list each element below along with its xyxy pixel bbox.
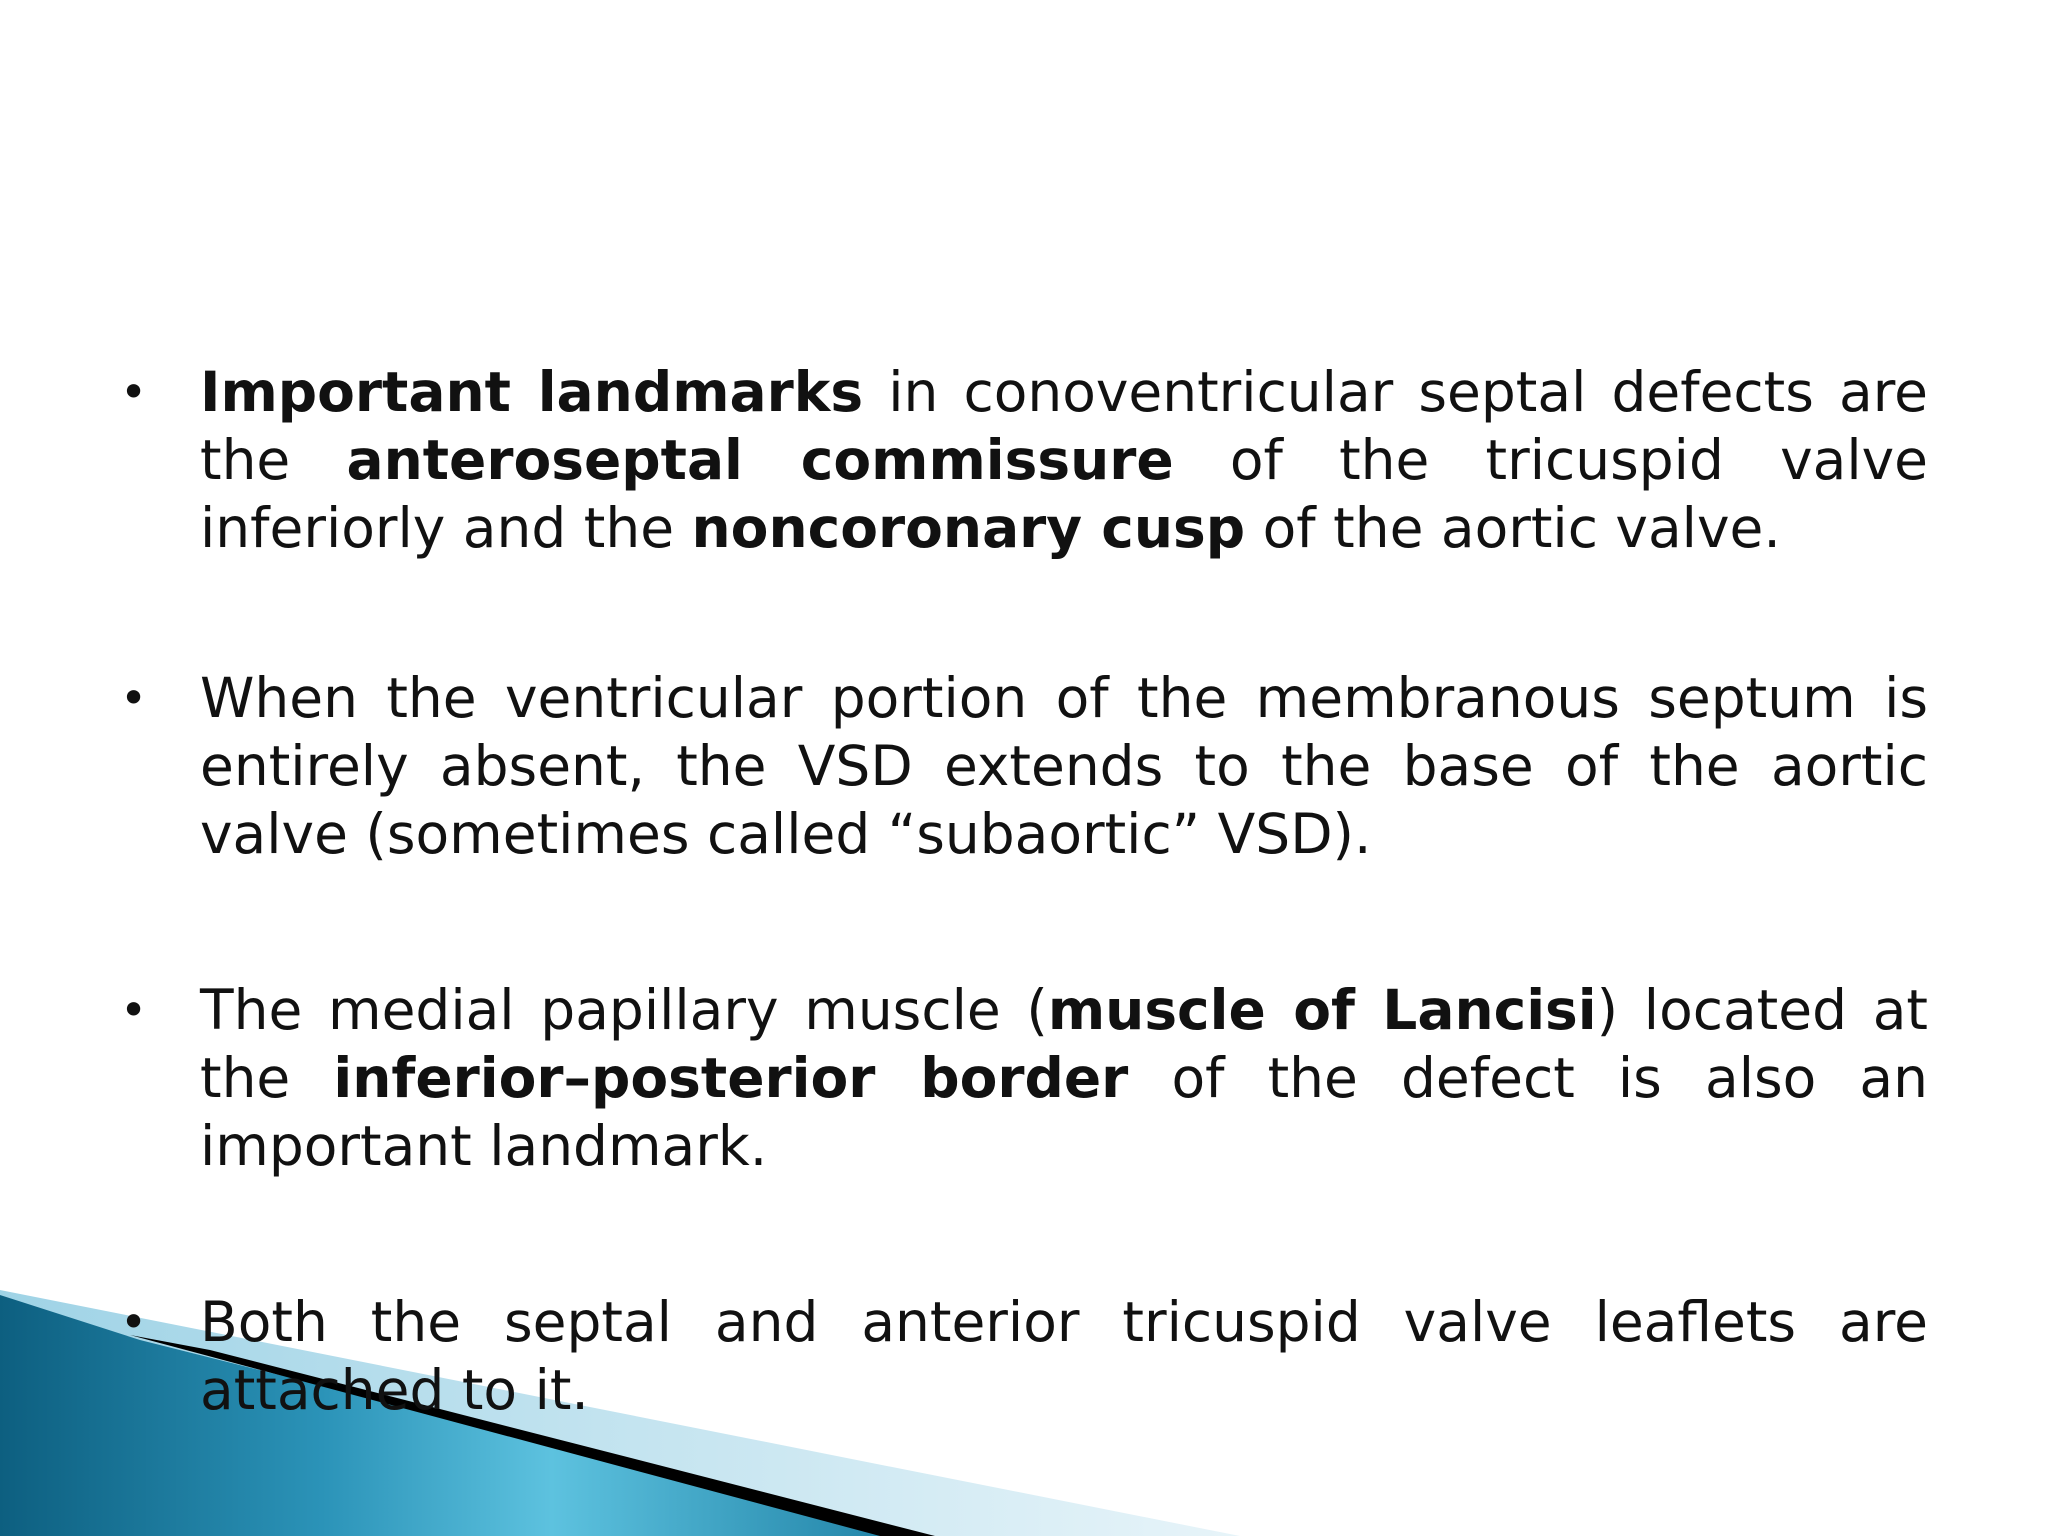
bullet-dot: • xyxy=(120,1295,148,1349)
bullet-text xyxy=(200,1290,1928,1422)
bullet-dot: • xyxy=(120,671,148,725)
bullet-list xyxy=(118,358,1928,1424)
bullet-text xyxy=(200,666,1928,866)
text-segment: When the ventricular portion of the membranous septum is entirely absent, the VSD extends to the base of the aortic valve (sometimes called “subaortic” VSD). xyxy=(200,666,1928,866)
bullet-dot: • xyxy=(120,365,148,419)
bullet-text xyxy=(200,978,1928,1178)
text-segment: Both the septal and anterior tricuspid valve leaflets are attached to it. xyxy=(200,1290,1928,1422)
text-segment: of the aortic valve. xyxy=(1245,496,1781,560)
bullet-item xyxy=(118,358,1928,562)
bullet-item xyxy=(118,1288,1928,1424)
bullet-dot: • xyxy=(120,983,148,1037)
bold-term: noncoronary cusp xyxy=(691,496,1246,560)
text-segment: in conoventricular septal defects are the xyxy=(200,360,1928,492)
text-segment: ) located at the xyxy=(200,978,1928,1110)
bold-term: inferior–posterior border xyxy=(333,1046,1129,1110)
bold-term: muscle of Lancisi xyxy=(1047,978,1597,1042)
bullet-item xyxy=(118,664,1928,868)
text-segment: of the defect is also an important landmark. xyxy=(200,1046,1928,1178)
text-segment: The medial papillary muscle ( xyxy=(200,978,1048,1042)
bullet-item xyxy=(118,976,1928,1180)
bold-term: Important landmarks xyxy=(200,360,864,424)
bullet-text xyxy=(200,360,1928,560)
bold-term: anteroseptal commissure xyxy=(346,428,1174,492)
text-segment: of the tricuspid valve inferiorly and the xyxy=(200,428,1928,560)
